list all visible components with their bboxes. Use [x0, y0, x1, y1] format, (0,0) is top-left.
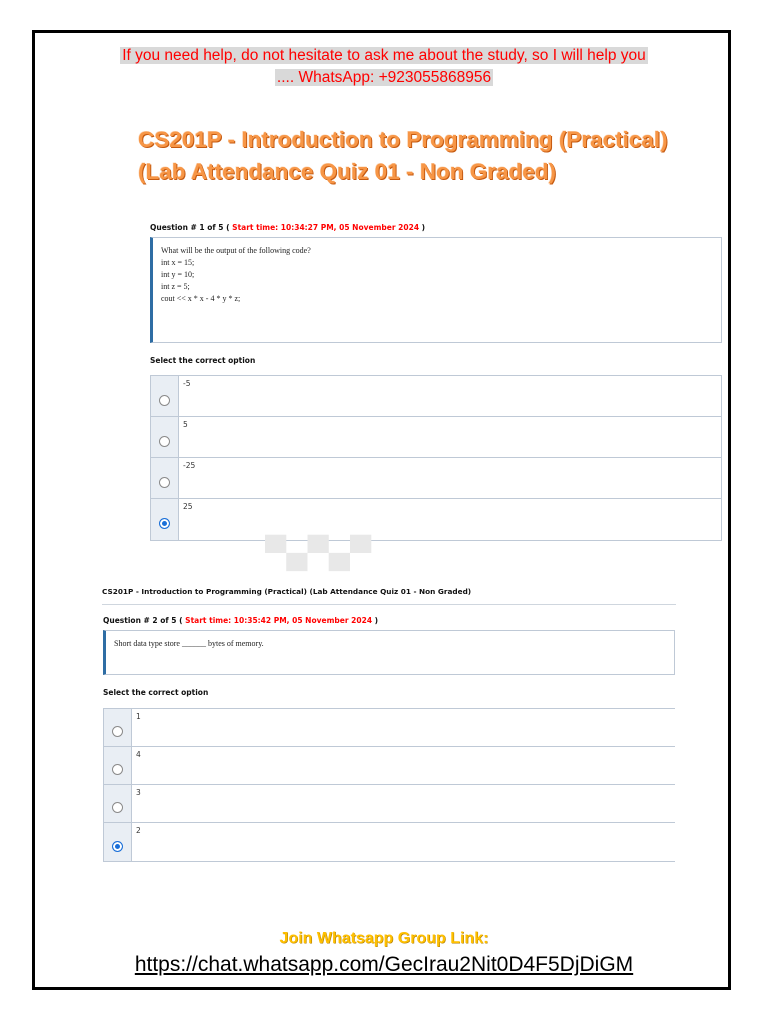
option-row[interactable] [151, 376, 721, 417]
option-label: -25 [183, 461, 196, 470]
option-label: 25 [183, 502, 193, 511]
question-1-number: Question # 1 of 5 ( [150, 223, 230, 232]
radio-cell [151, 417, 179, 457]
question-2-block [103, 616, 675, 862]
question-2-close-paren: ) [374, 616, 379, 625]
watermark-fragment: ▀▄▀▄▀ [265, 536, 372, 569]
option-label: 5 [183, 420, 188, 429]
radio-cell [151, 499, 179, 540]
question-1-line: int z = 5; [161, 282, 190, 291]
course-title-line1: CS201P - Introduction to Programming (Practical) [138, 127, 668, 152]
option-row[interactable] [151, 417, 721, 458]
radio-cell [104, 823, 132, 861]
radio-button[interactable] [159, 395, 170, 406]
question-1-line: int x = 15; [161, 258, 195, 267]
help-banner-line1: If you need help, do not hesitate to ask me about the study, so I will help you [122, 47, 646, 64]
radio-button[interactable] [112, 802, 123, 813]
radio-button[interactable] [112, 764, 123, 775]
radio-button[interactable] [159, 436, 170, 447]
option-label: 1 [136, 712, 141, 721]
radio-button-selected[interactable] [112, 841, 123, 852]
question-2-text-box [103, 630, 675, 675]
question-1-line: int y = 10; [161, 270, 195, 279]
option-label: -5 [183, 379, 191, 388]
radio-cell [104, 747, 132, 784]
question-1-block [150, 223, 722, 541]
option-row[interactable] [151, 499, 721, 540]
join-group-label: Join Whatsapp Group Link: [279, 930, 489, 947]
question-2-start-time: Start time: 10:35:42 PM, 05 November 2024 [185, 616, 373, 625]
question-1-close-paren: ) [421, 223, 426, 232]
question-1-text-box [150, 237, 722, 343]
question-2-number: Question # 2 of 5 ( [103, 616, 183, 625]
radio-button-selected[interactable] [159, 518, 170, 529]
option-row[interactable] [104, 785, 675, 823]
question-1-line: cout << x * x - 4 * y * z; [161, 294, 241, 303]
option-label: 4 [136, 750, 141, 759]
question-2-options [103, 708, 675, 862]
course-title [138, 124, 738, 188]
radio-cell [151, 376, 179, 416]
help-banner-line2: .... WhatsApp: +923055868956 [276, 69, 492, 86]
option-row[interactable] [104, 709, 675, 747]
question-1-select-label: Select the correct option [150, 356, 256, 365]
radio-button[interactable] [112, 726, 123, 737]
radio-cell [104, 785, 132, 822]
option-row[interactable] [104, 823, 675, 861]
breadcrumb: CS201P - Introduction to Programming (Practical) (Lab Attendance Quiz 01 - Non Graded) [102, 587, 676, 605]
radio-cell [151, 458, 179, 498]
course-title-line2: (Lab Attendance Quiz 01 - Non Graded) [138, 159, 556, 184]
option-row[interactable] [104, 747, 675, 785]
question-2-header [103, 616, 675, 625]
question-1-line: What will be the output of the following code? [161, 246, 311, 255]
radio-cell [104, 709, 132, 746]
question-1-start-time: Start time: 10:34:27 PM, 05 November 2024 [232, 223, 420, 232]
question-2-select-label: Select the correct option [103, 688, 209, 697]
question-1-options [150, 375, 722, 541]
question-2-text: Short data type store ______ bytes of memory. [114, 639, 264, 648]
option-label: 2 [136, 826, 141, 835]
option-row[interactable] [151, 458, 721, 499]
option-label: 3 [136, 788, 141, 797]
whatsapp-group-link[interactable]: https://chat.whatsapp.com/GecIrau2Nit0D4F5DjDiGM [134, 953, 634, 976]
radio-button[interactable] [159, 477, 170, 488]
question-1-header [150, 223, 722, 232]
help-banner [60, 45, 708, 89]
